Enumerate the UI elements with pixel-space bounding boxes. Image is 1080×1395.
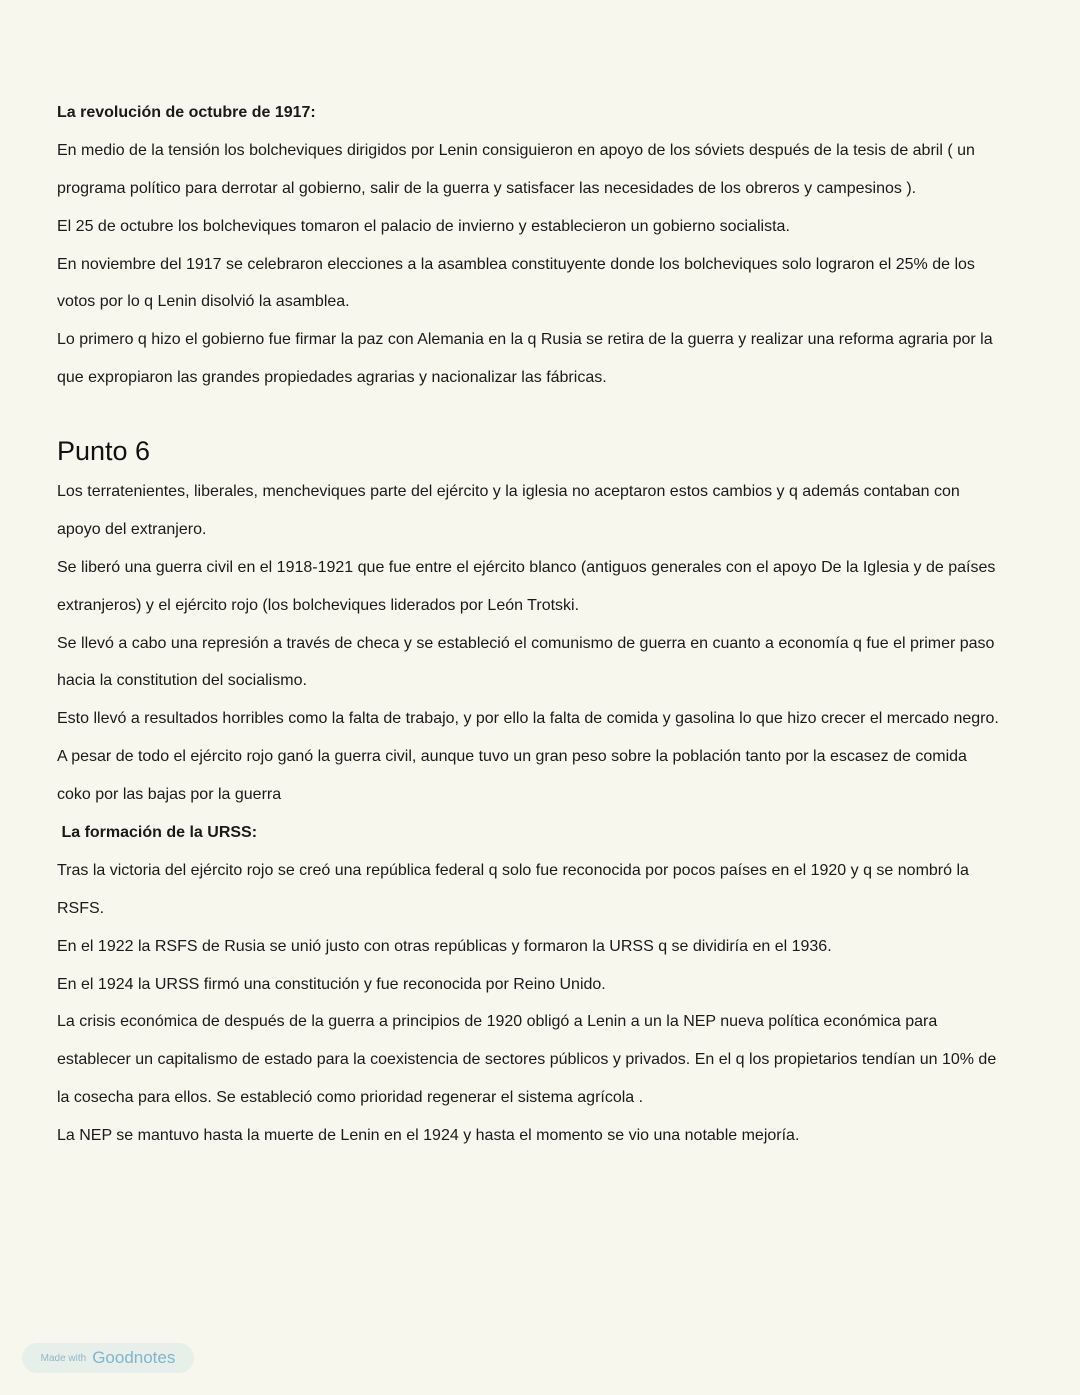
text-line: En el 1924 la URSS firmó una constitución y fue reconocida por Reino Unido. <box>57 975 606 993</box>
text-line: En noviembre del 1917 se celebraron elecciones a la asamblea constituyente donde los bolcheviques solo lograron el 25% de los <box>57 255 975 273</box>
text-line: apoyo del extranjero. <box>57 520 207 538</box>
text-line: Los terratenientes, liberales, mencheviques parte del ejército y la iglesia no aceptaron estos cambios y q además contaban con <box>57 483 960 500</box>
text-line: RSFS. <box>57 899 105 917</box>
section-punto-6 <box>57 473 999 1155</box>
text-line: establecer un capitalismo de estado para la coexistencia de sectores públicos y privados. En el q los propietarios tendían un 10% de <box>57 1051 997 1069</box>
text-line: La crisis económica de después de la guerra a principios de 1920 obligó a Lenin a un la NEP nueva política económica para <box>57 1013 938 1031</box>
text-line: votos por lo q Lenin disolvió la asamblea. <box>57 293 350 311</box>
text-line: En el 1922 la RSFS de Rusia se unió justo con otras repúblicas y formaron la URSS q se dividiría en el 1936. <box>57 937 832 955</box>
text-line: Se liberó una guerra civil en el 1918-1921 que fue entre el ejército blanco (antiguos generales con el apoyo De la Iglesia y de países <box>57 558 996 576</box>
text-line: A pesar de todo el ejército rojo ganó la guerra civil, aunque tuvo un gran peso sobre la población tanto por la escasez de comida <box>57 748 967 766</box>
text-line: coko por las bajas por la guerra <box>57 786 282 804</box>
text-line: que expropiaron las grandes propiedades agrarias y nacionalizar las fábricas. <box>57 369 607 387</box>
heading-punto-6: Punto 6 <box>57 436 151 466</box>
text-line: Lo primero q hizo el gobierno fue firmar la paz con Alemania en la q Rusia se retira de la guerra y realizar una reforma agraria por la <box>57 331 993 349</box>
text-line: extranjeros) y el ejército rojo (los bolcheviques liderados por León Trotski. <box>57 596 580 614</box>
subheading: La revolución de octubre de 1917: <box>57 104 316 121</box>
goodnotes-watermark <box>22 1343 194 1373</box>
text-line: En medio de la tensión los bolcheviques dirigidos por Lenin consiguieron en apoyo de los sóviets después de la tesis de abril ( un <box>57 141 975 159</box>
text-line: Tras la victoria del ejército rojo se creó una república federal q solo fue reconocida por pocos países en el 1920 y q se nombró la <box>57 861 969 879</box>
section-october-revolution <box>57 94 993 397</box>
text-line: Esto llevó a resultados horribles como la falta de trabajo, y por ello la falta de comida y gasolina lo que hizo crecer el mercado negro. <box>57 710 999 728</box>
text-line: La NEP se mantuvo hasta la muerte de Lenin en el 1924 y hasta el momento se vio una notable mejoría. <box>57 1127 800 1145</box>
subheading: La formación de la URSS: <box>57 824 258 842</box>
text-line: Se llevó a cabo una represión a través de checa y se estableció el comunismo de guerra en cuanto a economía q fue el primer paso <box>57 634 995 652</box>
text-line: programa político para derrotar al gobierno, salir de la guerra y satisfacer las necesidades de los obreros y campesinos ). <box>57 179 917 197</box>
made-with-label: Made with <box>40 1352 87 1364</box>
goodnotes-logo: Goodnotes <box>92 1348 176 1367</box>
text-line: hacia la constitution del socialismo. <box>57 672 307 690</box>
text-line: El 25 de octubre los bolcheviques tomaron el palacio de invierno y establecieron un gobierno socialista. <box>57 217 790 235</box>
text-line: la cosecha para ellos. Se estableció como prioridad regenerar el sistema agrícola . <box>57 1089 644 1107</box>
